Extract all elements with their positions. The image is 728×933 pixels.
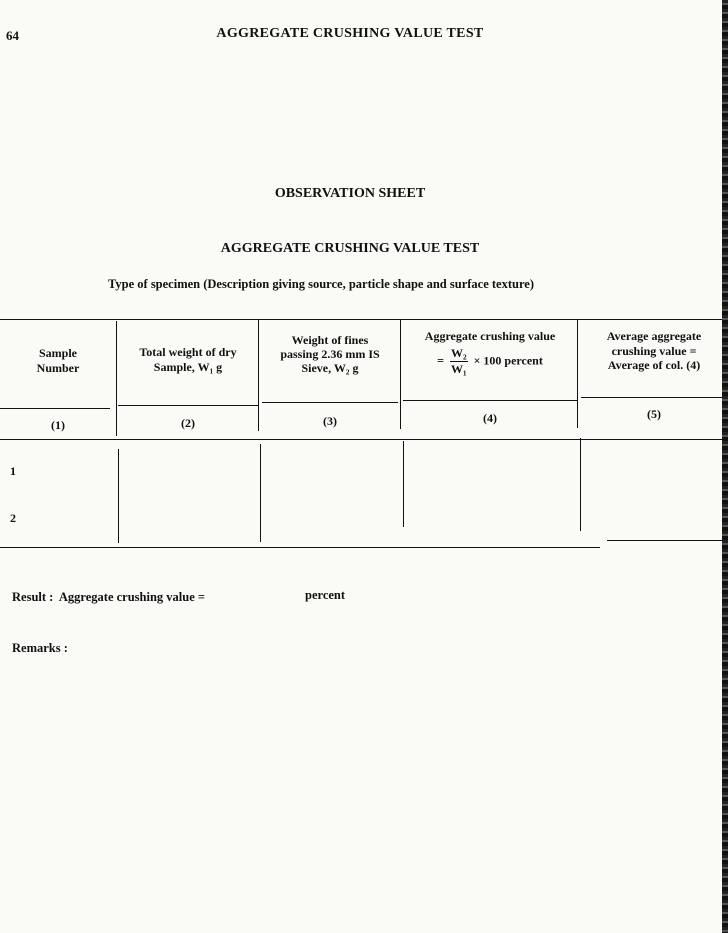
crushing-value-formula: = $\frac{\text{W₂}}{\text{W₁}}$ × 100 percent xyxy=(437,346,543,376)
remarks-label: Remarks : xyxy=(12,641,68,655)
column-divider-1 xyxy=(116,321,117,436)
column-divider-4-body xyxy=(580,438,581,531)
result-unit: percent xyxy=(305,588,346,602)
result-label: Result : xyxy=(12,590,54,604)
specimen-description-line: Type of specimen (Description giving source, particle shape and surface texture) xyxy=(108,277,534,291)
table-row-1-number: 1 xyxy=(10,464,16,478)
result-text: Aggregate crushing value = xyxy=(58,590,206,604)
column-number-rule xyxy=(0,439,728,440)
header-rule-col5 xyxy=(581,397,728,398)
result-line xyxy=(12,590,205,605)
column-divider-4 xyxy=(577,319,578,428)
page-edge-shadow xyxy=(722,0,728,933)
header-rule-col2 xyxy=(118,405,258,406)
table-top-rule xyxy=(0,319,728,320)
running-header: AGGREGATE CRUSHING VALUE TEST xyxy=(216,26,484,41)
header-crushing-value: Aggregate crushing value = $\frac{\text{W₂}}{\text{W₁}}$ × 100 percent xyxy=(403,329,577,377)
column-number-2: (2) xyxy=(181,416,195,430)
column-divider-3-body xyxy=(403,441,404,527)
table-row-2-number: 2 xyxy=(10,511,16,525)
test-title: AGGREGATE CRUSHING VALUE TEST xyxy=(220,241,480,256)
header-rule-col1 xyxy=(0,408,110,409)
column-number-5: (5) xyxy=(647,407,661,421)
column-number-3: (3) xyxy=(323,414,337,428)
column-divider-2-body xyxy=(260,444,261,542)
header-weight-of-fines: Weight of fines passing 2.36 mm IS Sieve, W₂ g xyxy=(280,333,380,375)
page-number: 64 xyxy=(6,28,19,43)
header-total-weight: Total weight of dry Sample, W₁ g xyxy=(139,345,237,374)
header-average-value: Average aggregate crushing value = Average of col. (4) xyxy=(606,329,702,372)
table-bottom-rule-right xyxy=(607,540,728,541)
header-rule-col4 xyxy=(403,400,577,401)
header-rule-col3 xyxy=(262,402,398,403)
header-sample-number: Sample Number xyxy=(36,346,80,375)
table-bottom-rule xyxy=(0,547,600,548)
column-divider-1-body xyxy=(118,449,119,543)
column-number-4: (4) xyxy=(483,411,497,425)
weight-ratio-fraction: $\frac{\text{W₂}}{\text{W₁}}$ xyxy=(450,346,467,376)
column-divider-2 xyxy=(258,319,259,431)
column-divider-3 xyxy=(400,319,401,429)
sheet-title: OBSERVATION SHEET xyxy=(274,186,426,201)
column-number-1: (1) xyxy=(51,418,65,432)
